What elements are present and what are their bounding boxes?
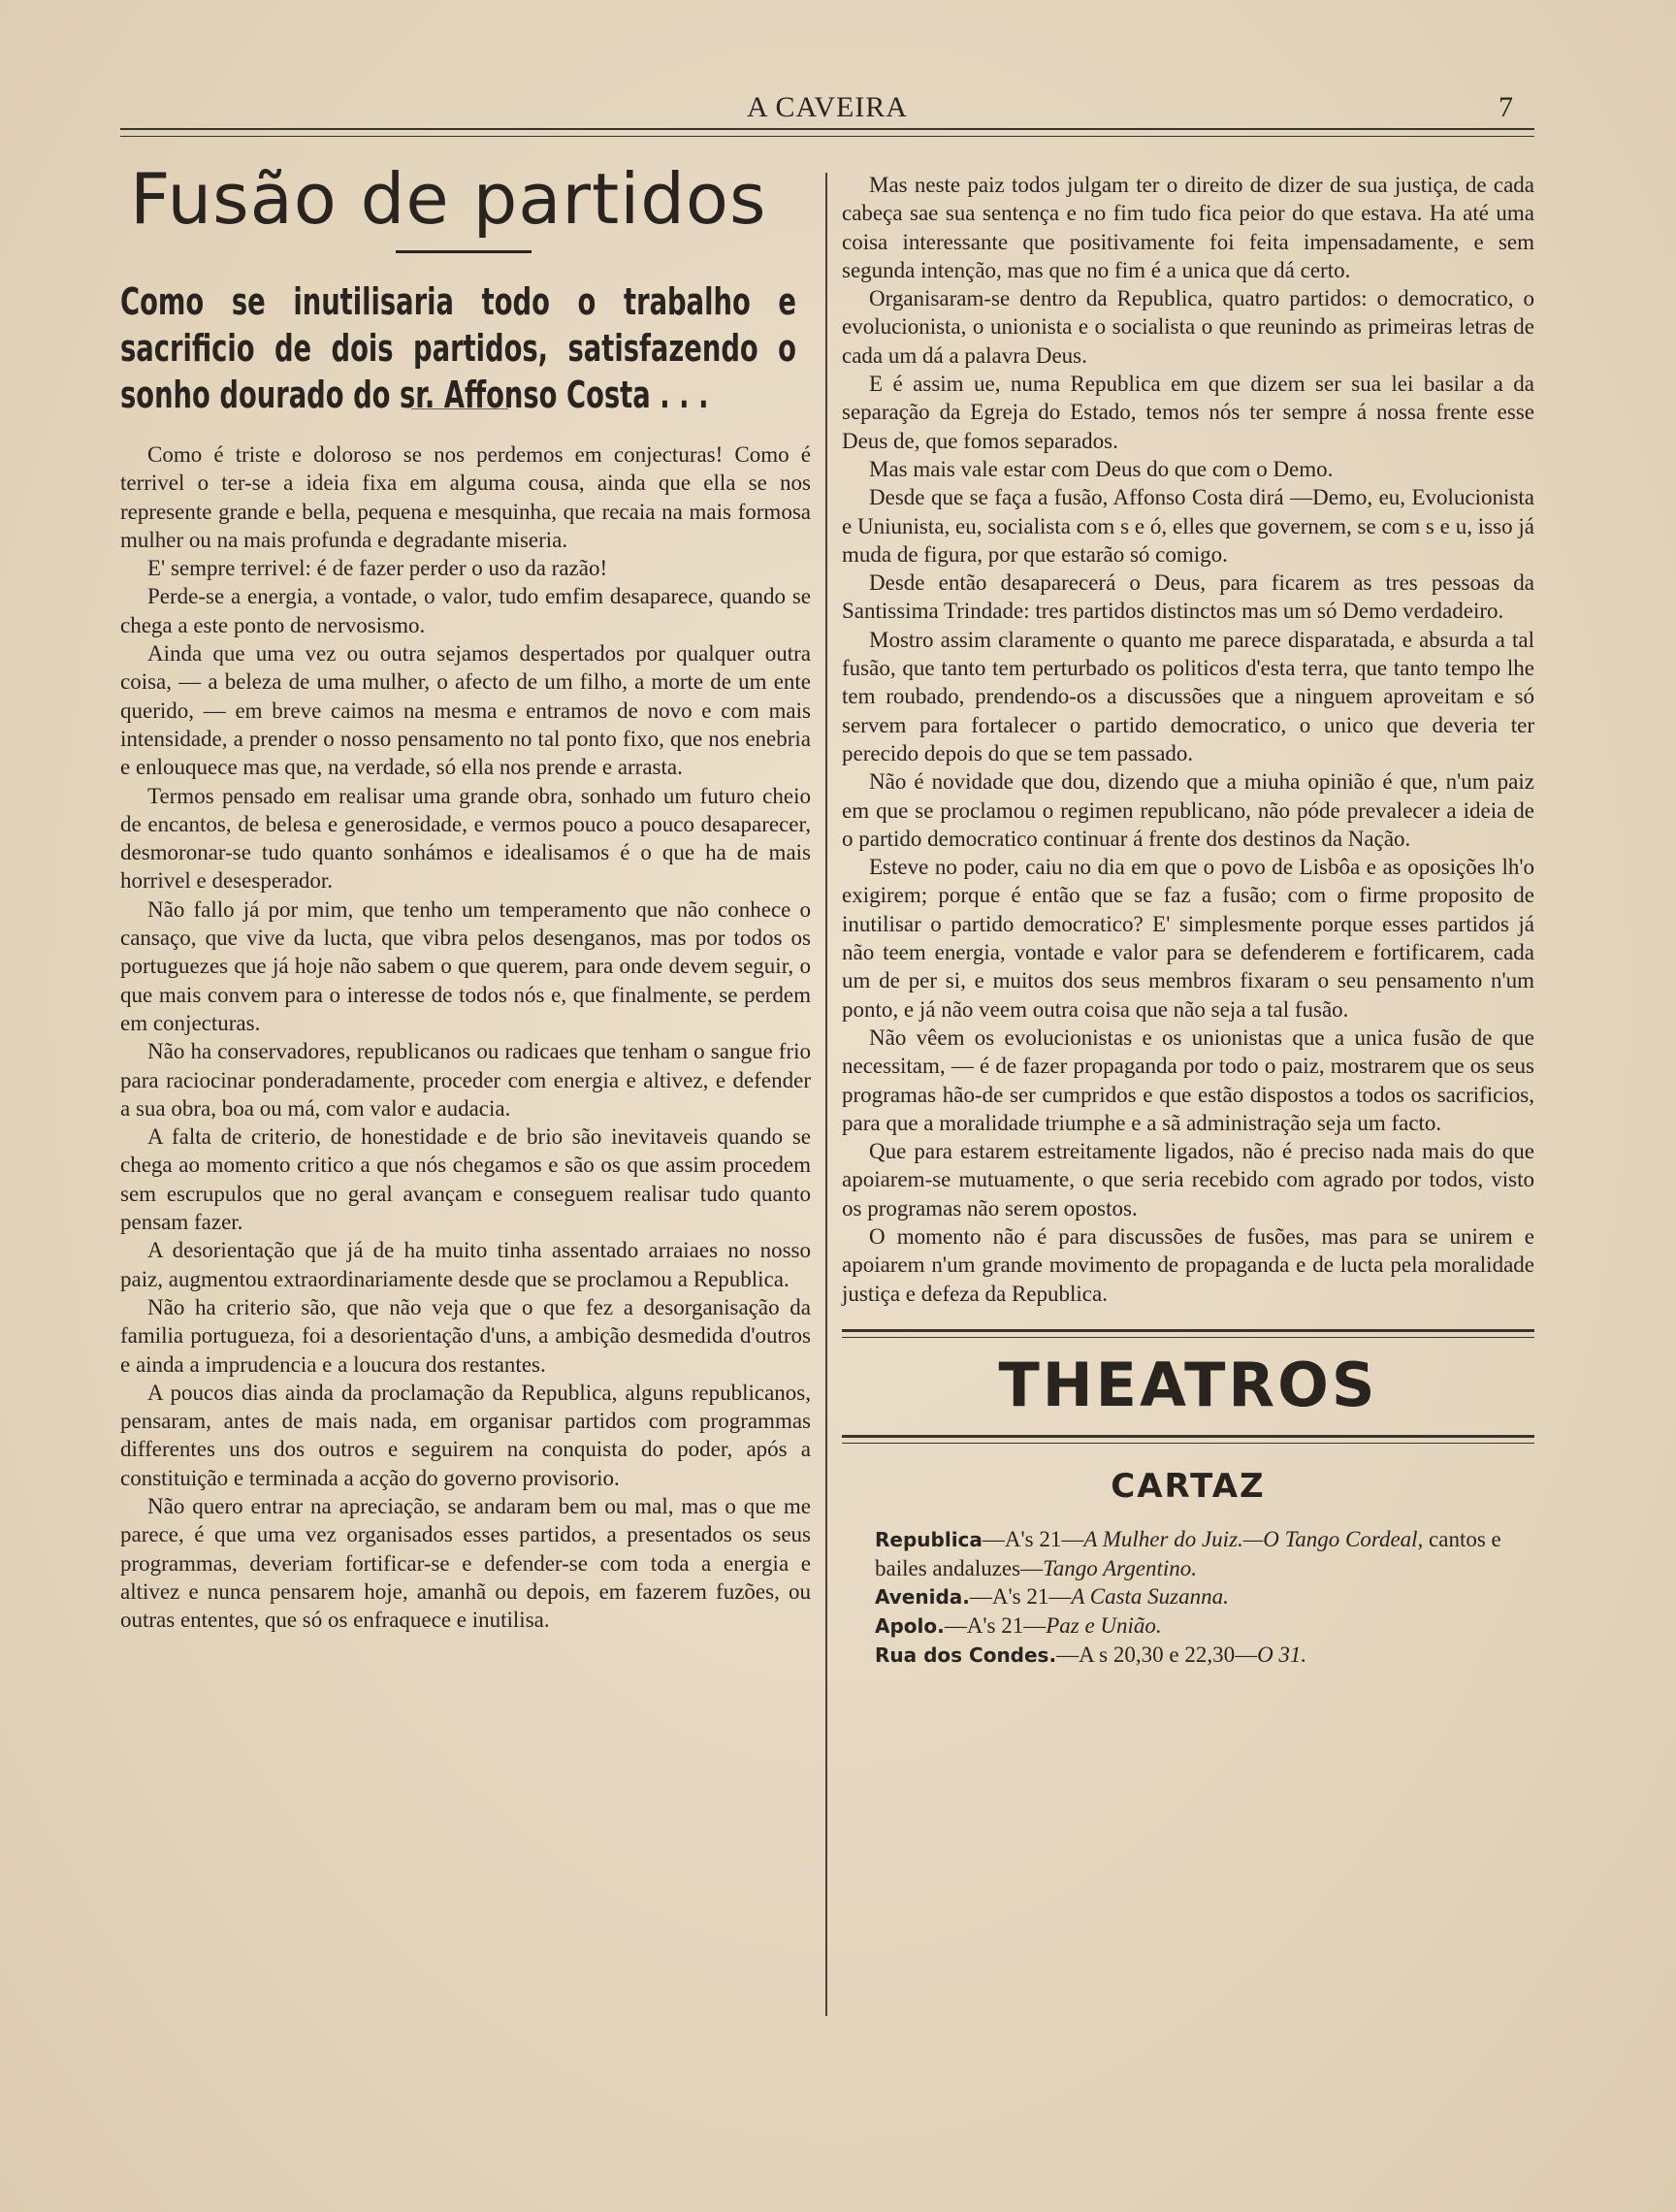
headline-rule <box>396 250 532 253</box>
paragraph: E é assim ue, numa Republica em que dizem ser sua lei basilar a da separação da Egreja do Estado, temos nós ter sempre á nossa frente esse Deus de, que fomos separados. <box>842 372 1534 453</box>
paragraph: Esteve no poder, caiu no dia em que o povo de Lisbôa e as oposições lh'o exigirem; porque é então que se faz a fusão; com o firme proposito de inutilisar o partido democratico? E' simplesmente porque esses partidos já não teem energia, vontade e valor para se defenderem e fortificarem, cada um de per si, e muitos dos seus membros fixaram o seu pensamento n'um ponto, e já não veem outra coisa que não seja a tal fusão. <box>842 855 1534 1022</box>
show-title: Paz e União. <box>1046 1612 1162 1638</box>
paragraph: Não ha conservadores, republicanos ou radicaes que tenham o sangue frio para raciocinar ponderadamente, proceder com energia e altivez, e defender a sua obra, boa ou má, com valor e audacia. <box>120 1039 811 1121</box>
paragraph: A poucos dias ainda da proclamação da Republica, alguns republicanos, pensaram, antes de mais nada, em organisar partidos com programmas differentes uns dos outros e seguirem na conquista do poder, após a constituição e terminada a acção do governo provisorio. <box>120 1380 811 1490</box>
show-title: O 31. <box>1257 1642 1307 1667</box>
article-body-left <box>120 440 811 1634</box>
show-extra: cantos e bailes andaluzes— <box>875 1526 1501 1580</box>
paragraph: Mas neste paiz todos julgam ter o direito de dizer de sua justiça, de cada cabeça sae sua sentença e no fim tudo fica peior do que estava. Ha até uma coisa interessante que positivamente foi feita impensadamente, e sem segunda intenção, mas que no fim é a unica que dá certo. <box>842 173 1534 282</box>
paragraph: Como é triste e doloroso se nos perdemos em conjecturas! Como é terrivel o ter-se a ideia fixa em alguma cousa, ainda que ella se nos represente grande e bella, pequena e mesquinha, que recaia na mais formosa mulher ou na mais profunda e degradante miseria. <box>120 442 811 552</box>
right-column <box>842 171 1534 1670</box>
article-body-right <box>842 171 1534 1308</box>
paragraph: Mostro assim claramente o quanto me parece disparatada, e absurda a tal fusão, que tanto tem perturbado os politicos d'esta terra, que tanto tempo lhe tem roubado, prendendo-os a discussões que a ninguem aproveitam e só servem para fortalecer o partido democratico, o unico que deveria ter perecido depois do que se tem passado. <box>842 627 1534 765</box>
show-title: A Casta Suzanna. <box>1071 1583 1229 1609</box>
show-time: —A's 21— <box>969 1583 1072 1609</box>
header-rule <box>120 128 1534 137</box>
venue-name: Avenida. <box>875 1584 970 1609</box>
theatros-top-rule <box>842 1329 1534 1338</box>
show-title: A Mulher do Juiz.—O Tango Cordeal, <box>1083 1526 1424 1551</box>
running-head <box>120 91 1534 126</box>
paragraph: Não quero entrar na apreciação, se andaram bem ou mal, mas o que me parece, é que uma vez organisados esses partidos, a presentados os seus programmas, deveriam fortificar-se e defender-se com toda a energia e altivez e nunca pensarem hoje, amanhã ou depois, em fazerem fuzões, ou outras ententes, que só os enfraquece e inutilisa. <box>120 1493 811 1633</box>
venue-name: Republica <box>875 1527 983 1551</box>
paragraph: Que para estarem estreitamente ligados, não é preciso nada mais do que apoiarem-se mutuamente, o que seria recebido com agrado por todos, visto os programas não serem opostos. <box>842 1139 1534 1220</box>
paragraph: Perde-se a energia, a vontade, o valor, tudo emfim desaparece, quando se chega a este ponto de nervosismo. <box>120 584 811 637</box>
paragraph: Não vêem os evolucionistas e os unionistas que a unica fusão de que necessitam, — é de fazer propaganda por todo o paiz, mostrarem que os seus programas hão-de ser cumpridos e que estão dispostos a todos os sacrificios, para que a moralidade triumphe e a sã administração seja um facto. <box>842 1025 1534 1135</box>
theatros-bottom-rule <box>842 1435 1534 1444</box>
theatros-heading: THEATROS <box>998 1349 1378 1420</box>
paragraph: Não é novidade que dou, dizendo que a miuha opinião é que, n'um paiz em que se proclamou o regimen republicano, não póde prevalecer a ideia de o partido democratico continuar á frente dos destinos da Nação. <box>842 769 1534 851</box>
paragraph: Não fallo já por mim, que tenho um temperamento que não conhece o cansaço, que vive da lucta, que vibra pelos desenganos, mas por todos os portuguezes que já hoje não sabem o que querem, para onde devem seguir, o que mais convem para o interesse de todos nós e, que finalmente, se perdem em conjecturas. <box>120 896 811 1035</box>
paragraph: A desorientação que já de ha muito tinha assentado arraiaes no nosso paiz, augmentou extraordinariamente desde que se proclamou a Republica. <box>120 1238 811 1291</box>
listing-item <box>875 1611 1534 1641</box>
show-time: —A s 20,30 e 22,30— <box>1056 1642 1258 1667</box>
theatre-listings <box>842 1525 1534 1670</box>
venue-name: Rua dos Condes. <box>875 1643 1057 1667</box>
page-number: 7 <box>1499 91 1513 123</box>
venue-name: Apolo. <box>875 1613 945 1638</box>
paragraph: Desde então desaparecerá o Deus, para ficarem as tres pessoas da Santissima Trindade: tres partidos distinctos mas um só Demo verdadeiro. <box>842 570 1534 624</box>
paragraph: Ainda que uma vez ou outra sejamos despertados por qualquer outra coisa, — a beleza de uma mulher, o afecto de um filho, a morte de um ente querido, — em breve caimos na mesma e entramos de novo e com mais intensidade, a prender o nosso pensamento no tal ponto fixo, que nos enebria e enlouquece mas que, na verdade, só ella nos prende e arrasta. <box>120 641 811 780</box>
publication-title: A CAVEIRA <box>747 91 908 123</box>
listing-item <box>875 1525 1534 1582</box>
paragraph: Mas mais vale estar com Deus do que com o Demo. <box>869 456 1334 481</box>
paragraph: Termos pensado em realisar uma grande obra, sonhado um futuro cheio de encantos, de belesa e generosidade, e vermos pouco a pouco desaparecer, desmoronar-se tudo quanto sonhámos e idealisamos é o que ha de mais horrivel e desesperador. <box>120 783 811 894</box>
paragraph: O momento não é para discussões de fusões, mas para se unirem e apoiarem n'um grande movimento de propaganda e de lucta pela moralidade justiça e defeza da Republica. <box>842 1223 1534 1306</box>
paragraph: Desde que se faça a fusão, Affonso Costa dirá —Demo, eu, Evolucionista e Uniunista, eu, socialista com s e ó, elles que governem, se com s e u, isso já muda de figura, por que estarão só comigo. <box>842 485 1534 567</box>
paragraph: Não ha criterio são, que não veja que o que fez a desorganisação da familia portugueza, foi a desorientação d'uns, a ambição desmedida d'outros e ainda a imprudencia e a loucura dos restantes. <box>120 1294 811 1377</box>
cartaz-heading: CARTAZ <box>1111 1466 1266 1506</box>
listing-item <box>875 1641 1534 1670</box>
show-title-2: Tango Argentino. <box>1043 1555 1197 1580</box>
paragraph: E' sempre terrivel: é de fazer perder o uso da razão! <box>147 556 608 581</box>
show-time: —A's 21— <box>982 1526 1084 1551</box>
paragraph: Organisaram-se dentro da Republica, quatro partidos: o democratico, o evolucionista, o unionista e o socialista o que reunindo as primeiras letras de cada um dá a palavra Deus. <box>842 286 1534 368</box>
article-headline: Fusão de partidos <box>130 158 767 240</box>
paragraph: A falta de criterio, de honestidade e de brio são inevitaveis quando se chega ao momento critico a que nós chegamos e são os que assim procedem sem escrupulos que no geral avançam e conseguem realisar tudo quanto pensam fazer. <box>120 1124 811 1235</box>
left-column <box>120 155 811 1634</box>
column-divider <box>825 173 827 2016</box>
show-time: —A's 21— <box>944 1612 1047 1638</box>
listing-item <box>875 1582 1534 1611</box>
article-deck: Como se inutilisaria todo o trabalho e sacrificio de dois partidos, satisfazendo o sonho dourado do sr. Affonso Costa . . . <box>120 280 796 416</box>
